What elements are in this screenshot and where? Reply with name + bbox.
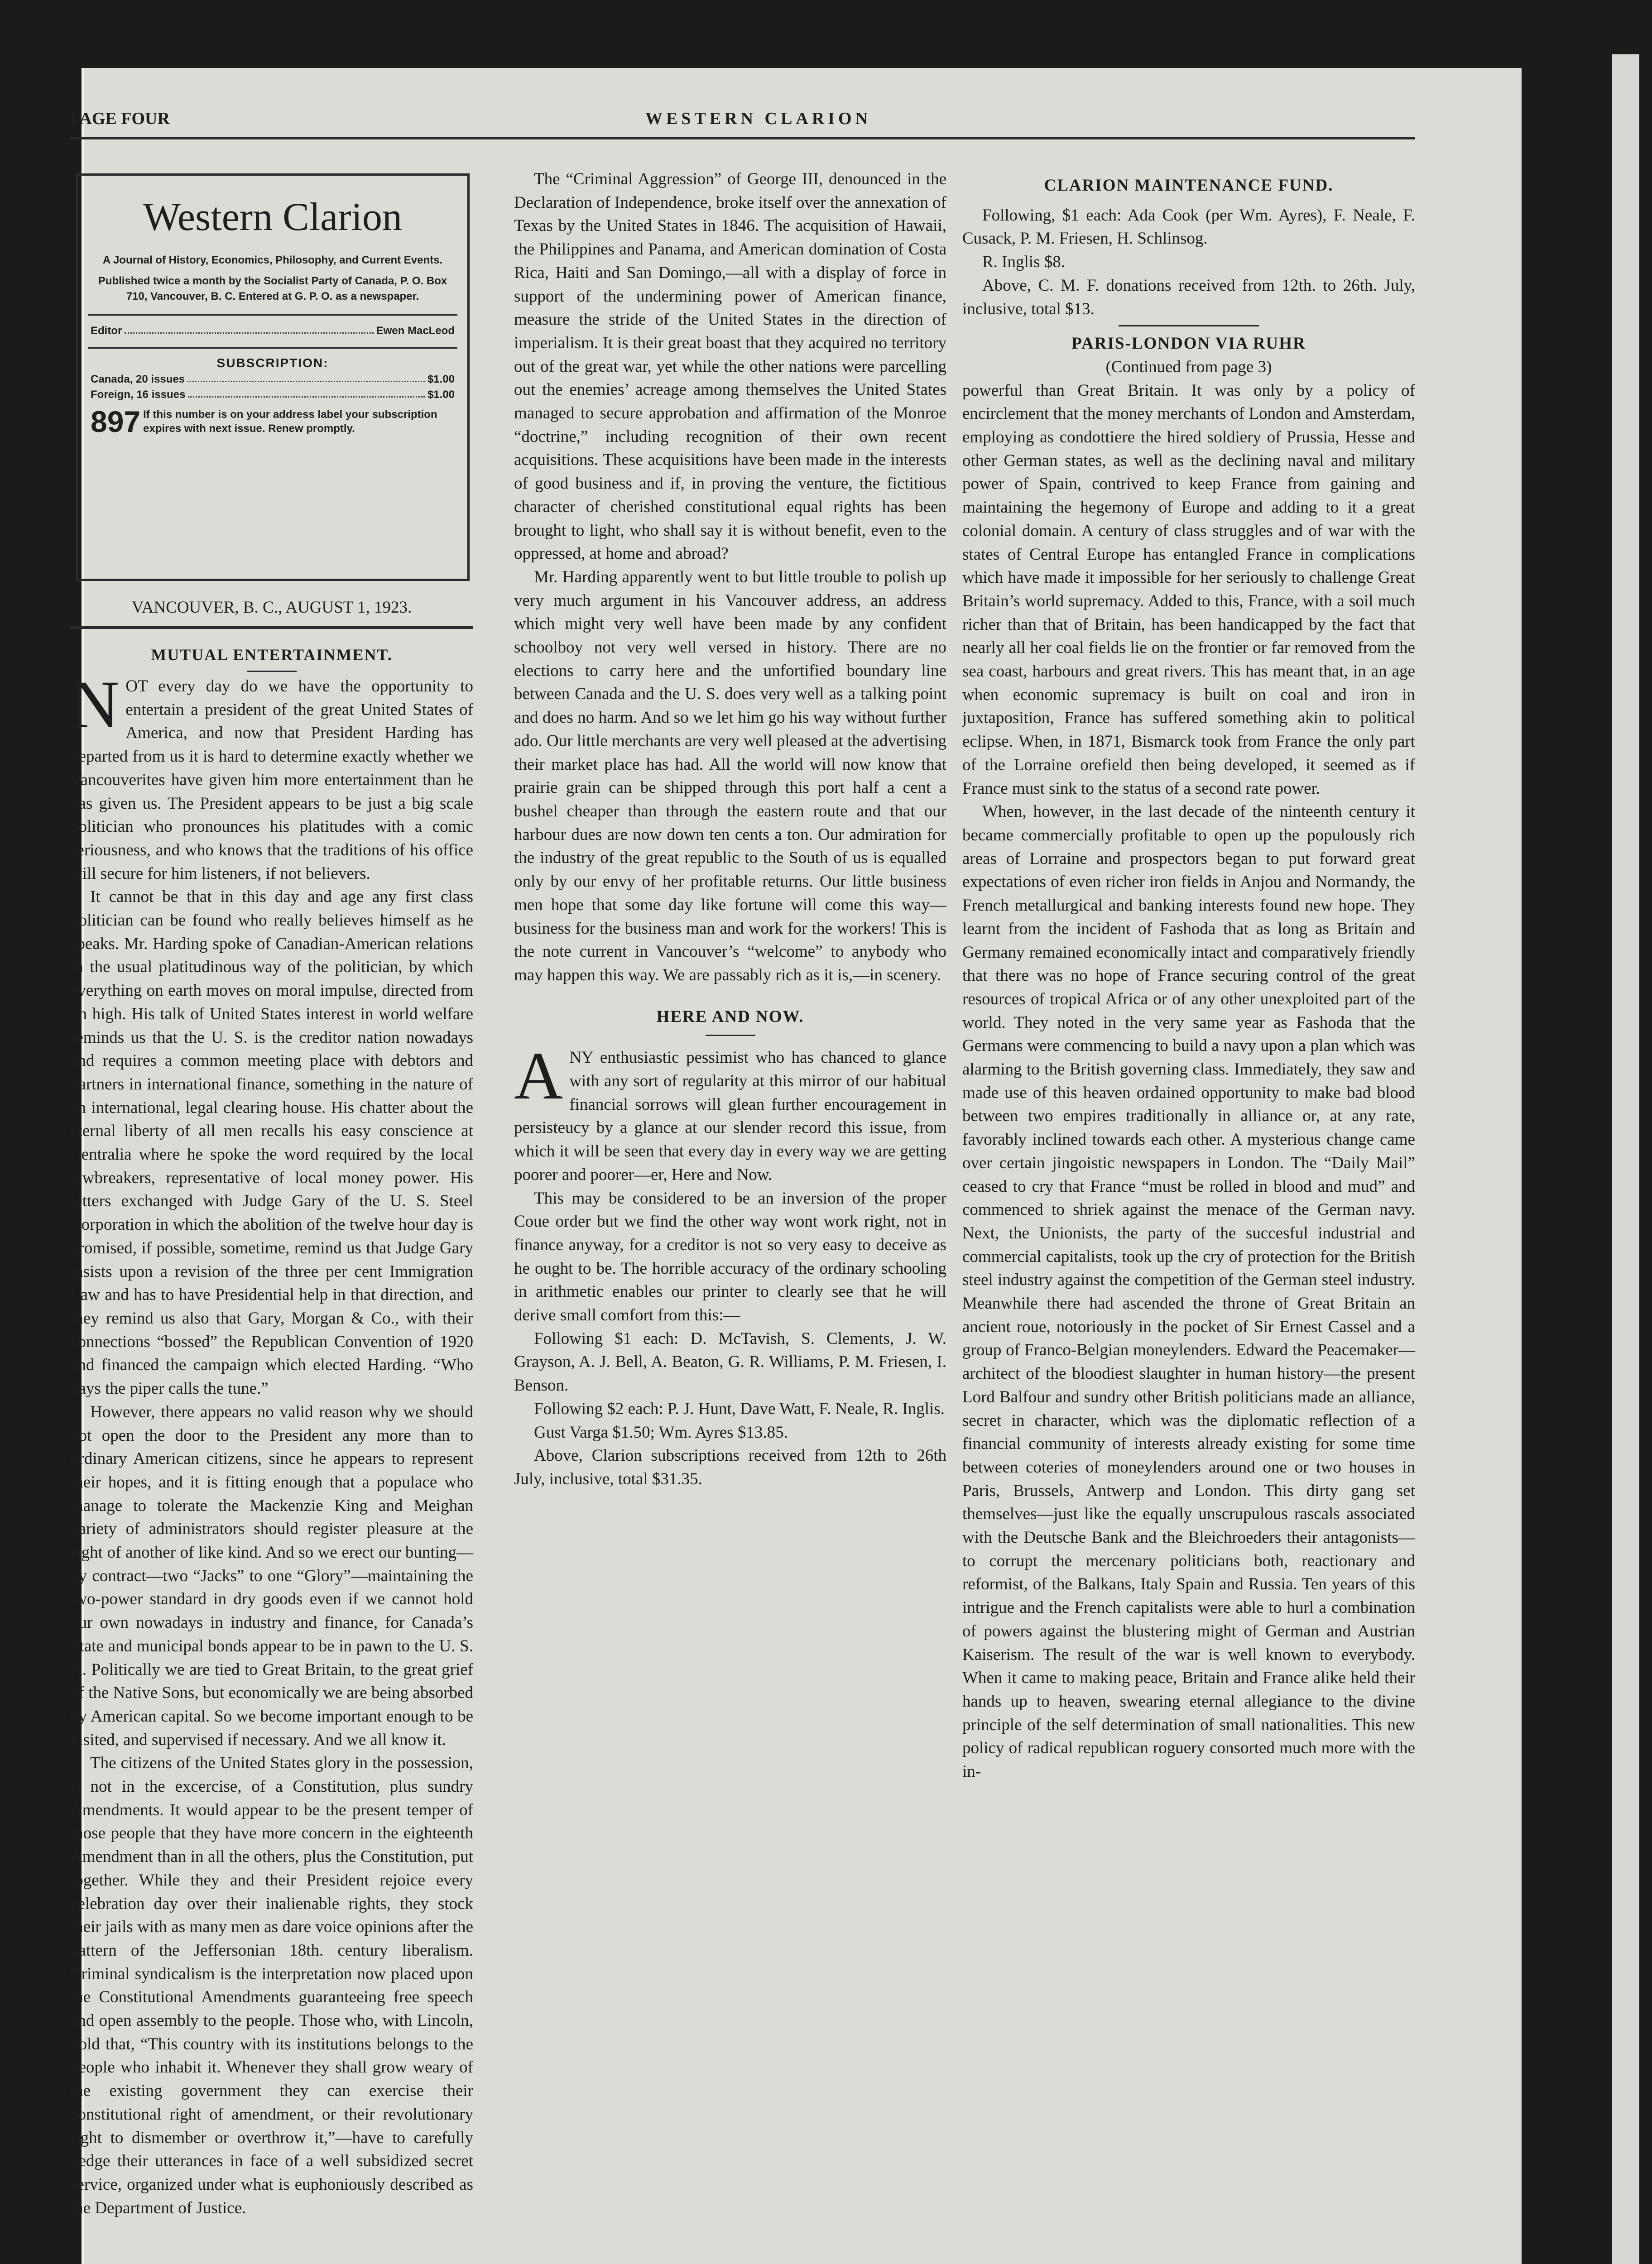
paragraph: Following, $1 each: Ada Cook (per Wm. Ayres), F. Neale, F. Cusack, P. M. Friesen, H. Schlinsog. bbox=[962, 206, 1415, 248]
sub-canada-price: $1.00 bbox=[427, 373, 455, 385]
here-and-now-title: HERE AND NOW. bbox=[656, 1007, 804, 1026]
paragraph: R. Inglis $8. bbox=[982, 253, 1065, 272]
column-1 bbox=[70, 667, 473, 2220]
paragraph bbox=[514, 1038, 946, 1186]
dateline: VANCOUVER, B. C., AUGUST 1, 1923. bbox=[131, 598, 412, 617]
continued-note: (Continued from page 3) bbox=[1105, 357, 1272, 376]
paragraph: However, there appears no valid reason why we should not open the door to the President any more than to ordinary American citizens, since he appears to represent their hopes, and it is fitting enough that a populace who manage to tolerate the Mackenzie King and Meighan variety of administrators should register pleasure at the sight of another of like kind. And so we erect our bunting—by contract—two “Jacks” to one “Glory”—maintaining the two-power standard in dry goods even if we cannot hold our own nowadays in industry and finance, for Canada’s State and municipal bonds appear to be in pawn to the U. S. A. Politically we are tied to Great Britain, to the great grief of the Native Sons, but economically we are being absorbed by American capital. So we become important enough to be visited, and supervised if necessary. And we all know it. bbox=[70, 1402, 473, 1749]
drop-cap: N bbox=[70, 667, 120, 742]
subscription-foreign bbox=[91, 389, 455, 401]
paragraph: This may be considered to be an inversion of the proper Coue order but we find the other way wont work right, not in finance anyway, for a creditor is not so very easy to deceive as he ought to be. The horrible accuracy of the ordinary schooling in arithmetic enables our printer to clearly see that he will derive small comfort from this:— bbox=[514, 1189, 946, 1325]
column-3 bbox=[962, 168, 1415, 1784]
paragraph: The citizens of the United States glory in the possession, if not in the excercise, of a Constitution, plus sundry Amendments. It would appear to be the present temper of those people that they have more concern in the eighteenth Amendment than in all the others, plus the Constitution, put together. While they and their President rejoice every celebration day over their inalienable rights, they stock their jails with as many men as dare voice opinions after the pattern of the Jeffersonian 18th. century liberalism. Criminal syndicalism is the interpretation now placed upon the Constitutional Amendments guaranteeing free speech and open assembly to the people. Those who, with Lincoln, hold that, “This country with its institutions belongs to the people who inhabit it. Whenever they shall grow weary of the existing government they can exercise their constitutional right of amendment, or their revolutionary right to dismember or overthrow it,”—have to carefully hedge their utterances in face of a well subsidized secret service, organized under what is euphoniously described as the Department of Justice. bbox=[70, 1754, 473, 2217]
paragraph: The “Criminal Aggression” of George III, denounced in the Declaration of Independence, broke itself over the annexation of Texas by the United States in 1846. The acquisition of Hawaii, the Philippines and Panama, and American domination of Costa Rica, Haiti and San Domingo,—all with a display of force in support of the undermining power of American finance, measure the stride of the United States in the direction of imperialism. It is their great boast that they acquired no territory out of the great war, yet while the other nations were parcelling out the enemies’ acreage among themselves the United States managed to secure approbation and affirmation of the Monroe “doctrine,” including recognition of their own recent acquisitions. These acquisitions have been made in the interests of good business and if, in proving the venture, the fictitious character of cherished constitutional equal rights has been brought to light, who shall say it is without benefit, even to the oppressed, at home and abroad? bbox=[514, 170, 946, 563]
sub-foreign-label: Foreign, 16 issues bbox=[91, 389, 186, 401]
paragraph-text: OT every day do we have the opportunity to entertain a president of the great United States of America, and now that President Harding has departed from us it is hard to determine exactly whether we Vancouverites have given him more entertainment than he has given us. The President appears to be just a big scale politician who pronounces his platitudes with a comic seriousness, and who knows that the traditions of his office will secure for him listeners, if not believers. bbox=[70, 677, 473, 883]
paragraph bbox=[70, 667, 473, 885]
renewal-notice bbox=[91, 406, 455, 437]
leader-dots bbox=[187, 373, 425, 382]
masthead-title: Western Clarion bbox=[143, 195, 403, 239]
paragraph: When, however, in the last decade of the ninteenth century it became commercially profitable to open up the populously rich areas of Lorraine and prospectors began to put forward great expectations of even richer iron fields in Anjou and Normandy, the French metallurgical and banking interests found new hope. They learnt from the incident of Fashoda that as long as Britain and Germany remained economically intact and comparatively friendly that there was no hope of France securing control of the great resources of tropical Africa or of any other unexploited part of the world. They noted in the very same year as Fashoda that the Germans were commencing to build a navy upon a plan which was alarming to the British governing class. Immediately, they saw and made use of this heaven ordained opportunity to make bad blood between two empires traditionally in alliance or, at any rate, favorably inclined towards each other. A mysterious change came over certain jingoistic newspapers in London. The “Daily Mail” ceased to cry that France “must be rolled in blood and mud” and commenced to shriek against the menace of the German navy. Next, the Unionists, the party of the succesful industrial and commercial capitalists, took up the cry of protection for the British steel industry against the competition of the German steel industry. Meanwhile there had ascended the throne of Great Britain an ancient roue, notoriously in the pocket of Sir Ernest Cassel and a group of Franco-Belgian moneylenders. Edward the Peacemaker—architect of the bloodiest slaughter in human history—the present Lord Balfour and sundry other British politicians made an alliance, secret in character, which was the diplomatic reflection of a financial community of interests already existing for some time between coteries of moneylenders around one or two houses in Paris, Brussels, Antwerp and London. This dirty gang set themselves—just like the equally unscrupulous rascals associated with the Deutsche Bank and the Bleichroeders their antagonists—to corrupt the mercenary politicians both, reactionary and reformist, of the Balkans, Italy Spain and Russia. Ten years of this intrigue and the French capitalists were able to hurl a combination of powers against the blustering might of German and Austrian Kaiserism. The result of the war is well known to everybody. When it came to making peace, Britain and France alike held their hands up to heaven, swearing eternal allegiance to the divine principle of the self determination of small nationalities. This new policy of radical republican roguery consorted much more with the in- bbox=[962, 802, 1415, 1781]
paragraph: Following $2 each: P. J. Hunt, Dave Watt, F. Neale, R. Inglis. bbox=[534, 1399, 945, 1418]
notice-text: If this number is on your address label your subscription expires with next issue. Renew promptly. bbox=[143, 408, 437, 435]
drop-cap: A bbox=[514, 1038, 563, 1114]
paragraph: Mr. Harding apparently went to but little trouble to polish up very much argument in his Vancouver address, an address which might very well have been made by any confident schoolboy not very well versed in history. There are no elections to carry here and the unfortified boundary line between Canada and the U. S. does very well as a talking point and does no harm. And so we let him go his way without further ado. Our little merchants are very well pleased at the advertising their market place has had. All the world will now know that prairie grain can be shipped through this port half a cent a bushel cheaper than through the eastern route and that our harbour dues are now down ten cents a ton. Our admiration for the industry of the great republic to the South of us is equalled only by our envy of her profitable returns. Our little business men hope that some day like fortune will come this way—business for the business man and work for the workers! This is the note current in Vancouver’s “welcome” to anybody who may happen this way. We are passably rich as it is,—in scenery. bbox=[514, 567, 946, 984]
page-label: PAGE FOUR bbox=[70, 109, 170, 128]
paragraph: Gust Varga $1.50; Wm. Ayres $13.85. bbox=[534, 1423, 788, 1442]
masthead-rule bbox=[88, 347, 457, 349]
sub-foreign-price: $1.00 bbox=[427, 389, 455, 401]
subscription-label: SUBSCRIPTION: bbox=[216, 356, 329, 370]
editor-label: Editor bbox=[91, 325, 122, 337]
sub-canada-label: Canada, 20 issues bbox=[91, 373, 185, 385]
subscription-canada bbox=[91, 373, 455, 386]
short-rule bbox=[247, 671, 297, 672]
dateline-rule bbox=[70, 626, 473, 629]
leader-dots bbox=[125, 325, 373, 334]
mutual-entertainment-title: MUTUAL ENTERTAINMENT. bbox=[151, 646, 393, 664]
paragraph: It cannot be that in this day and age any first class politician can be found who really believes himself as he speaks. Mr. Harding spoke of Canadian-American relations in the usual platitudinous way of the politician, by which everything on earth moves on moral impulse, directed from on high. His talk of United States interest in world welfare reminds us that the U. S. is the creditor nation nowadays and requires a common meeting place with debtors and partners in international finance, something in the nature of an international, legal clearing house. His chatter about the eternal liberty of all men recalls his easy conscience at Centralia where he spoke the word required by the local lawbreakers, representative of local money power. His letters exchanged with Judge Gary of the U. S. Steel Corporation in which the abolition of the twelve hour day is promised, if possible, sometime, remind us that Judge Gary insists upon a revision of the three per cent Immigration Law and has to have Presidential help in that direction, and they remind us also that Gary, Morgan & Co., with their connections “bossed” the Republican Convention of 1920 and financed the campaign which elected Harding. “Who pays the piper calls the tune.” bbox=[70, 887, 473, 1398]
masthead-rule bbox=[88, 314, 457, 316]
masthead-editor-line bbox=[91, 325, 455, 337]
column-2 bbox=[514, 168, 946, 1491]
paragraph: Following $1 each: D. McTavish, S. Clements, J. W. Grayson, A. J. Bell, A. Beaton, G. R. Williams, P. M. Friesen, I. Benson. bbox=[514, 1329, 946, 1395]
masthead-publisher-info: Published twice a month by the Socialist Party of Canada, P. O. Box 710, Vancouver, B. C. Entered at G. P. O. as a newspaper. bbox=[98, 275, 447, 302]
mutual-entertainment-heading bbox=[70, 645, 473, 672]
paragraph: powerful than Great Britain. It was only by a policy of encirclement that the money merchants of London and Amsterdam, employing as condottiere the hired soldiery of Prussia, Hesse and other German states, as well as the declining naval and military power of Spain, contrived to keep France from gaining and maintaining the hegemony of Europe and adding to it a great colonial domain. A century of class struggles and of war with the states of Central Europe has entangled France in complications which have made it impossible for her seriously to challenge Great Britain’s world supremacy. Added to this, France, with a soil much richer than that of Britain, has been handicapped by the fact that nearly all her coal fields lie on the frontier or far removed from the sea coast, harbours and great rivers. This has meant that, in an age when economic supremacy is built on coal and iron in juxtaposition, France has suffered something akin to political eclipse. When, in 1871, Bismarck took from France the only part of the Lorraine orefield then being developed, it seemed as if France must sink to the status of a second rate power. bbox=[962, 381, 1415, 798]
header-rule bbox=[70, 137, 1415, 139]
maintenance-fund-title: CLARION MAINTENANCE FUND. bbox=[1044, 176, 1334, 195]
editor-name: Ewen MacLeod bbox=[376, 325, 455, 337]
paris-london-title: PARIS-LONDON VIA RUHR bbox=[1071, 334, 1306, 353]
adjacent-page-edge bbox=[1612, 54, 1639, 2264]
section-rule bbox=[1119, 325, 1259, 326]
paragraph: Above, Clarion subscriptions received from 12th to 26th July, inclusive, total $31.35. bbox=[514, 1446, 946, 1488]
masthead-box bbox=[76, 173, 470, 581]
paragraph: Above, C. M. F. donations received from 12th. to 26th. July, inclusive, total $13. bbox=[962, 276, 1415, 318]
running-head bbox=[70, 109, 1424, 136]
notice-number: 897 bbox=[91, 405, 141, 438]
paper-name: WESTERN CLARION bbox=[645, 109, 872, 128]
short-rule bbox=[706, 1035, 755, 1036]
leader-dots bbox=[188, 389, 425, 398]
masthead-subtitle: A Journal of History, Economics, Philosophy, and Current Events. bbox=[102, 254, 443, 266]
paragraph-text: NY enthusiastic pessimist who has chanced to glance with any sort of regularity at this mirror of our habitual financial sorrows will glean further encouragement in persisteucy by a glance at our slender record this issue, from which it will be seen that every day in every way we are getting poorer and poorer—er, Here and Now. bbox=[514, 1048, 946, 1184]
